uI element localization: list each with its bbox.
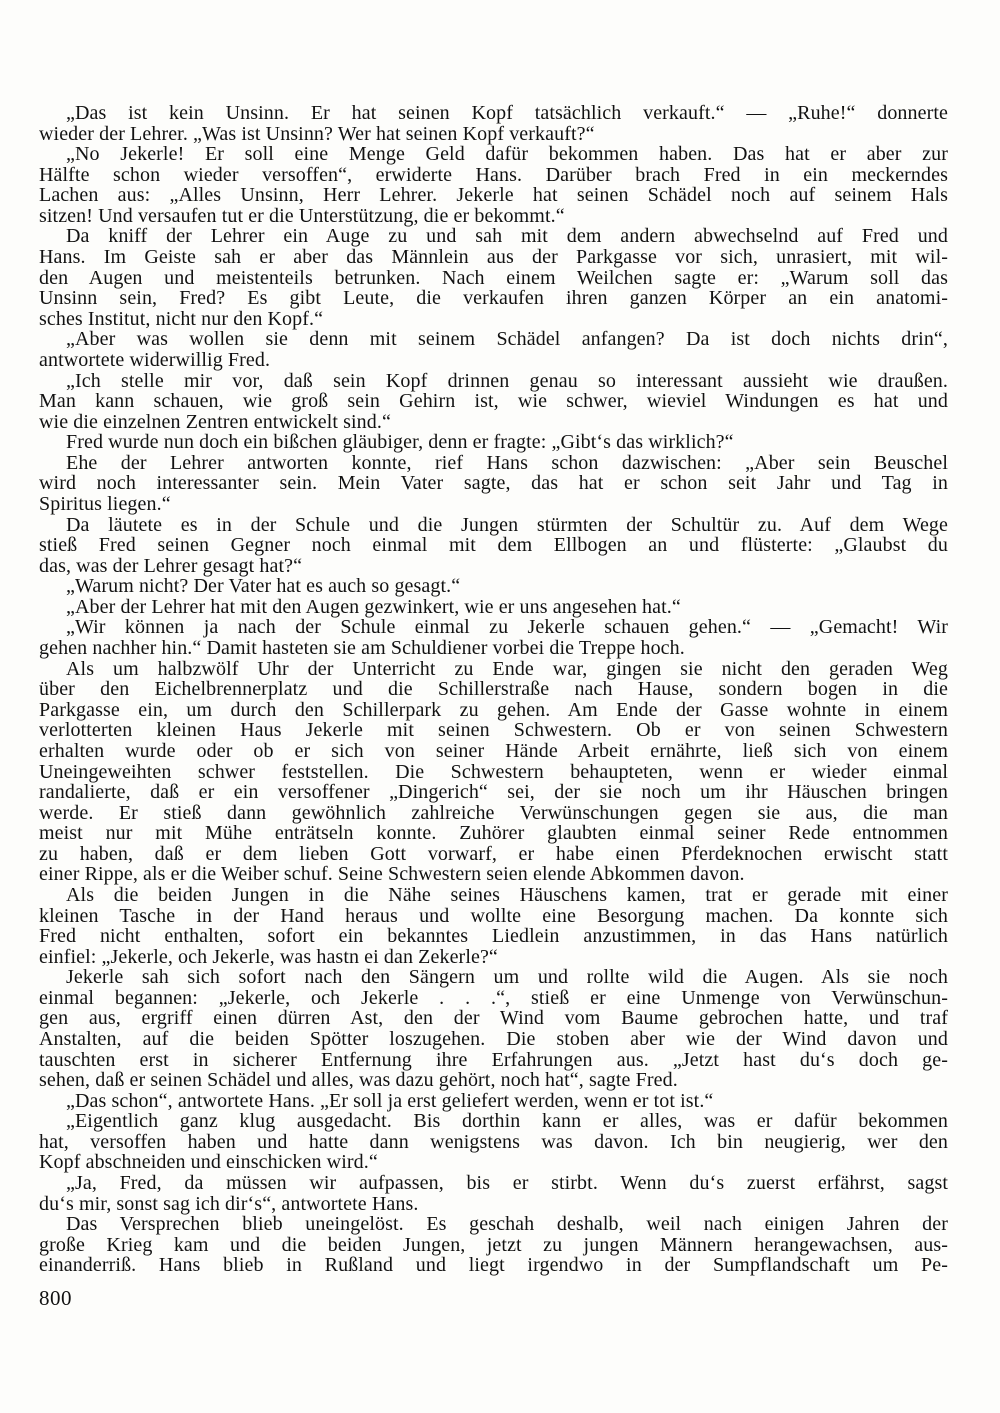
paragraph xyxy=(39,659,948,885)
text-line: Das Versprechen blieb uneingelöst. Es geschah deshalb, weil nach einigen Jahren der xyxy=(66,1213,948,1236)
text-line: einmal begannen: „Jekerle, och Jekerle . . .“, stieß er eine Unmenge von Verwünschun- xyxy=(39,986,948,1009)
text-line: Als um halbzwölf Uhr der Unterricht zu Ende war, gingen sie nicht den geraden Weg xyxy=(66,657,948,680)
text-line: einer Rippe, als er die Weiber schuf. Seine Schwestern seien elende Abkommen davon. xyxy=(39,863,745,886)
text-line: Fred wurde nun doch ein bißchen gläubiger, denn er fragte: „Gibt‘s das wirklich?“ xyxy=(66,431,734,454)
text-line: tauschten erst in sicherer Entfernung ihre Erfahrungen aus. „Jetzt hast du‘s doch ge- xyxy=(39,1048,948,1071)
text-line: Spiritus liegen.“ xyxy=(39,492,171,515)
paragraph xyxy=(39,432,948,453)
text-line: du‘s mir, sonst sag ich dir‘s“, antwortete Hans. xyxy=(39,1192,419,1215)
paragraph xyxy=(39,597,948,618)
paragraph xyxy=(39,1091,948,1112)
page-text-block xyxy=(39,103,948,1276)
text-line: zu haben, daß er dem lieben Gott vorwarf, er habe einen Pferdeknochen erwischt statt xyxy=(39,842,948,865)
paragraph xyxy=(39,329,948,370)
text-line: wie die einzelnen Zentren entwickelt sind.“ xyxy=(39,410,391,433)
text-line: randalierte, daß er ein versoffener „Dingerich“ sei, der sie noch um ihr Häuschen bringen xyxy=(39,781,948,804)
paragraph xyxy=(39,515,948,577)
paragraph xyxy=(39,576,948,597)
text-line: Uneingeweihten schwer feststellen. Die Schwestern behaupteten, wenn er wieder einmal xyxy=(39,760,948,783)
text-line: Da kniff der Lehrer ein Auge zu und sah mit dem andern abwechselnd auf Fred und xyxy=(66,225,948,248)
text-line: über den Eichelbrennerplatz und die Schillerstraße nach Hause, sondern bogen in die xyxy=(39,678,948,701)
paragraph xyxy=(39,103,948,144)
text-line: kleinen Tasche in der Hand heraus und wollte eine Besorgung machen. Da konnte sich xyxy=(39,904,948,927)
paragraph xyxy=(39,1214,948,1276)
text-line: stieß Fred seinen Gegner noch einmal mit dem Ellbogen an und flüsterte: „Glaubst du xyxy=(39,534,948,557)
text-line: sitzen! Und versaufen tut er die Unterstützung, die er bekommt.“ xyxy=(39,204,565,227)
text-line: „Aber was wollen sie denn mit seinem Schädel anfangen? Da ist doch nichts drin“, xyxy=(66,328,948,351)
text-line: Parkgasse ein, um durch den Schillerpark zu gehen. Am Ende der Gasse wohnte in einem xyxy=(39,698,948,721)
text-line: sehen, daß er seinen Schädel und alles, was dazu gehört, noch hat“, sagte Fred. xyxy=(39,1069,678,1092)
text-line: werde. Er stieß dann gewöhnlich zahlreiche Verwünschungen gegen sie aus, die man xyxy=(39,801,948,824)
text-line: „Eigentlich ganz klug ausgedacht. Bis dorthin kann er alles, was er dafür bekommen xyxy=(66,1110,948,1133)
text-line: Da läutete es in der Schule und die Jungen stürmten der Schultür zu. Auf dem Wege xyxy=(66,513,948,536)
text-line: sches Institut, nicht nur den Kopf.“ xyxy=(39,307,324,330)
paragraph xyxy=(39,617,948,658)
paragraph xyxy=(39,226,948,329)
text-line: einanderriß. Hans blieb in Rußland und liegt irgendwo in der Sumpflandschaft um Pe- xyxy=(39,1254,948,1277)
text-line: den Augen und meistenteils betrunken. Nach einem Weilchen sagte er: „Warum soll das xyxy=(39,266,948,289)
paragraph xyxy=(39,1173,948,1214)
paragraph xyxy=(39,144,948,226)
text-line: wieder der Lehrer. „Was ist Unsinn? Wer hat seinen Kopf verkauft?“ xyxy=(39,122,595,145)
text-line: gehen nachher hin.“ Damit hasteten sie am Schuldiener vorbei die Treppe hoch. xyxy=(39,637,685,660)
text-line: „Wir können ja nach der Schule einmal zu Jekerle schauen gehen.“ — „Gemacht! Wir xyxy=(66,616,948,639)
text-line: „Das schon“, antwortete Hans. „Er soll ja erst geliefert werden, wenn er tot ist.“ xyxy=(66,1089,714,1112)
text-line: meist nur mit Mühe enträtseln konnte. Zuhörer glaubten einmal seiner Rede entnommen xyxy=(39,822,948,845)
text-line: „Warum nicht? Der Vater hat es auch so gesagt.“ xyxy=(66,575,461,598)
text-line: einfiel: „Jekerle, och Jekerle, was hastn ei dan Zekerle?“ xyxy=(39,945,498,968)
paragraph xyxy=(39,885,948,967)
text-line: gen aus, ergriff einen dürren Ast, den der Wind vom Baume gebrochen hatte, und traf xyxy=(39,1007,948,1030)
text-line: Kopf abschneiden und einschicken wird.“ xyxy=(39,1151,378,1174)
text-line: Hans. Im Geiste sah er aber das Männlein aus der Parkgasse vor sich, unrasiert, mit wil- xyxy=(39,246,948,269)
paragraph xyxy=(39,371,948,433)
paragraph xyxy=(39,967,948,1090)
text-line: große Krieg kam und die beiden Jungen, jetzt zu jungen Männern herangewachsen, aus- xyxy=(39,1233,948,1256)
paragraph xyxy=(39,453,948,515)
text-line: Anstalten, auf die beiden Spötter loszugehen. Die stoben aber wie der Wind davon und xyxy=(39,1028,948,1051)
text-line: wird noch interessanter sein. Mein Vater sagte, das hat er schon seit Jahr und Tag in xyxy=(39,472,948,495)
text-line: Jekerle sah sich sofort nach den Sängern um und rollte wild die Augen. Als sie noch xyxy=(66,966,948,989)
text-line: Unsinn sein, Fred? Es gibt Leute, die verkaufen ihren ganzen Körper an ein anatomi- xyxy=(39,287,948,310)
page-number: 800 xyxy=(39,1286,72,1310)
text-line: Lachen aus: „Alles Unsinn, Herr Lehrer. Jekerle hat seinen Schädel noch auf seinem Hals xyxy=(39,184,948,207)
text-line: das, was der Lehrer gesagt hat?“ xyxy=(39,554,303,577)
text-line: Ehe der Lehrer antworten konnte, rief Hans schon dazwischen: „Aber sein Beuschel xyxy=(66,451,948,474)
text-line: „Ja, Fred, da müssen wir aufpassen, bis er stirbt. Wenn du‘s zuerst erfährst, sagst xyxy=(66,1172,948,1195)
text-line: „No Jekerle! Er soll eine Menge Geld dafür bekommen haben. Das hat er aber zur xyxy=(66,143,948,166)
paragraph xyxy=(39,1111,948,1173)
text-line: hat, versoffen haben und hatte dann wenigstens was davon. Ich bin neugierig, wer den xyxy=(39,1130,948,1153)
text-line: Man kann schauen, wie groß sein Gehirn ist, wie schwer, wieviel Windungen es hat und xyxy=(39,390,948,413)
text-line: verlotterten kleinen Haus Jekerle mit seinen Schwestern. Ob er von seinen Schwestern xyxy=(39,719,948,742)
text-line: „Aber der Lehrer hat mit den Augen gezwinkert, wie er uns angesehen hat.“ xyxy=(66,595,681,618)
text-line: Hälfte schon wieder versoffen“, erwiderte Hans. Darüber brach Fred in ein meckerndes xyxy=(39,163,948,186)
text-line: „Ich stelle mir vor, daß sein Kopf drinnen genau so interessant aussieht wie draußen. xyxy=(66,369,948,392)
text-line: Als die beiden Jungen in die Nähe seines Häuschens kamen, trat er gerade mit einer xyxy=(66,883,948,906)
text-line: Fred nicht enthalten, sofort ein bekanntes Liedlein anzustimmen, in das Hans natürlich xyxy=(39,925,948,948)
text-line: erhalten wurde oder ob er sich von seiner Hände Arbeit ernährte, ließ sich von einem xyxy=(39,739,948,762)
text-line: „Das ist kein Unsinn. Er hat seinen Kopf tatsächlich verkauft.“ — „Ruhe!“ donnerte xyxy=(66,102,948,124)
text-line: antwortete widerwillig Fred. xyxy=(39,348,271,371)
